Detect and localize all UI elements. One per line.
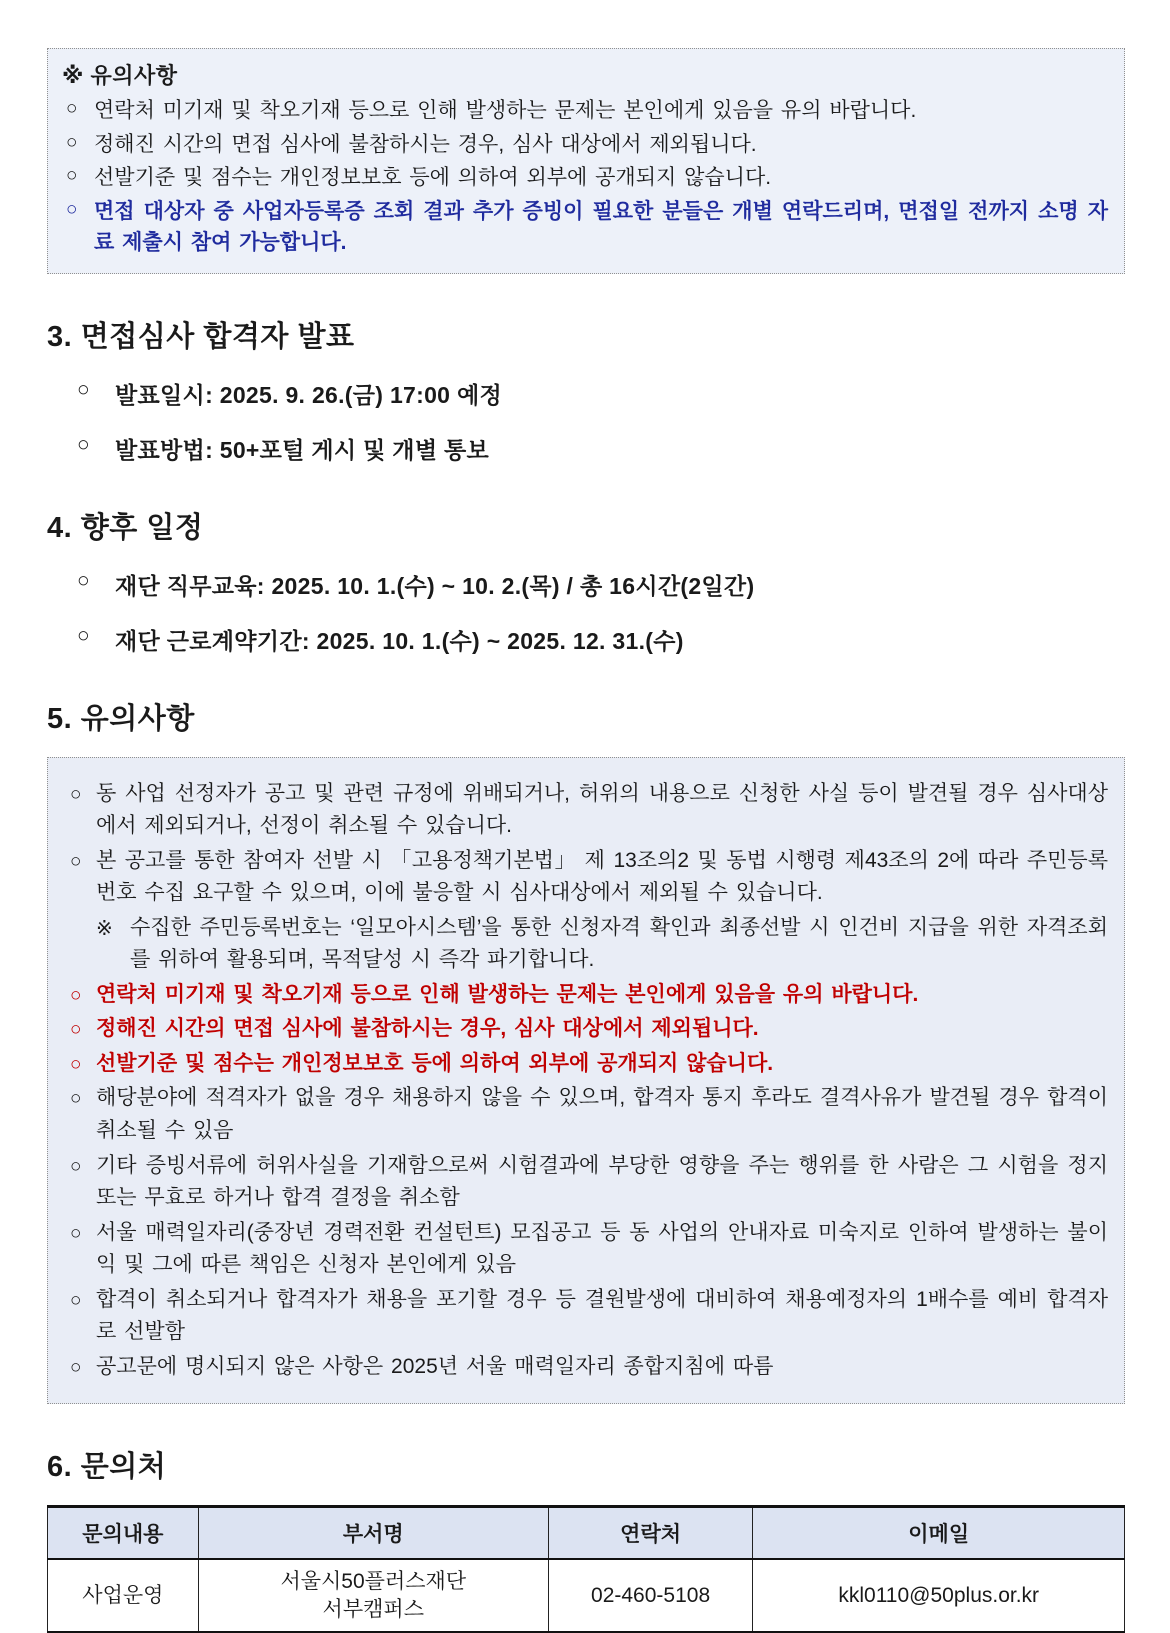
contract-period-text: 재단 근로계약기간: 2025. 10. 1.(수) ~ 2025. 12. 31.(수) [115,627,684,654]
circle-bullet-icon: ○ [70,1222,82,1244]
circle-bullet-icon: ○ [70,1019,82,1041]
training-schedule-item [77,568,1125,601]
header-phone: 연락처 [548,1507,753,1560]
caution-item-text: 본 공고를 통한 참여자 선발 시 「고용정책기본법」 제 13조의2 및 동법 시행령 제43조의 2에 따라 주민등록번호 수집 요구할 수 있으며, 이에 불응할 시 심사대상에서 제외될 수 있습니다. [96,848,1108,905]
caution-item-warning [62,1013,1108,1046]
cell-phone: 02-460-5108 [548,1559,753,1632]
cautions-box [47,757,1125,1405]
caution-subitem [96,912,1108,977]
caution-item-text: 서울 매력일자리(중장년 경력전환 컨설턴트) 모집공고 등 동 사업의 안내자료 미숙지로 인하여 발생하는 불이익 및 그에 따른 책임은 신청자 본인에게 있음 [96,1220,1108,1277]
circle-bullet-icon: ○ [66,198,78,220]
circle-bullet-icon: ○ [66,131,78,153]
header-inquiry-type: 문의내용 [48,1507,199,1560]
circle-bullet-icon: ○ [70,1088,82,1110]
caution-item-text: 합격이 취소되거나 합격자가 채용을 포기할 경우 등 결원발생에 대비하여 채용예정자의 1배수를 예비 합격자로 선발함 [96,1287,1108,1344]
section-heading-contact: 6. 문의처 [47,1451,167,1484]
notice-item-text: 선발기준 및 점수는 개인정보보호 등에 의하여 외부에 공개되지 않습니다. [94,166,772,189]
caution-item [62,1150,1108,1215]
cell-department [198,1559,548,1632]
announcement-method-text: 발표방법: 50+포털 게시 및 개별 통보 [115,436,490,463]
circle-bullet-icon: ○ [77,377,90,401]
circle-bullet-icon: ○ [66,98,78,119]
circle-bullet-icon: ○ [70,783,82,805]
caution-item-text: 동 사업 선정자가 공고 및 관련 규정에 위배되거나, 허위의 내용으로 신청한 사실 등이 발견될 경우 심사대상에서 제외되거나, 선정이 취소될 수 있습니다. [96,781,1108,838]
circle-bullet-icon: ○ [77,568,90,592]
contact-table-header-row [48,1507,1125,1560]
caution-item-text: 공고문에 명시되지 않은 사항은 2025년 서울 매력일자리 종합지침에 따름 [96,1354,774,1378]
section-heading-cautions: 5. 유의사항 [47,702,195,735]
caution-item-text: 선발기준 및 점수는 개인정보보호 등에 의하여 외부에 공개되지 않습니다. [96,1051,774,1075]
notice-item-text: 면접 대상자 중 사업자등록증 조회 결과 추가 증빙이 필요한 분들은 개별 연락드리며, 면접일 전까지 소명 자료 제출시 참여 가능합니다. [94,199,1108,254]
circle-bullet-icon: ○ [70,1155,82,1177]
notice-box-title: ※ 유의사항 [62,63,178,88]
cell-email: kkl0110@50plus.or.kr [753,1559,1125,1632]
header-department: 부서명 [198,1507,548,1560]
caution-item [62,845,1108,910]
notice-item [62,95,1108,127]
circle-bullet-icon: ○ [77,623,90,647]
announcement-date-text: 발표일시: 2025. 9. 26.(금) 17:00 예정 [115,381,502,408]
caution-item [62,1217,1108,1282]
contract-period-item [77,623,1125,656]
circle-bullet-icon: ○ [70,984,82,1006]
caution-item [62,1284,1108,1349]
section-heading-schedule: 4. 향후 일정 [47,511,204,544]
caution-item-text: 해당분야에 적격자가 없을 경우 채용하지 않을 수 있으며, 합격자 통지 후라도 결격사유가 발견될 경우 합격이 취소될 수 있음 [96,1086,1108,1142]
cell-inquiry-type: 사업운영 [48,1559,199,1632]
circle-bullet-icon: ○ [66,165,78,186]
announcement-date-item [77,377,1125,410]
header-email: 이메일 [753,1507,1125,1560]
reference-mark-icon: ※ [96,917,113,940]
caution-item [62,778,1108,843]
notice-item [62,162,1108,194]
circle-bullet-icon: ○ [70,1356,82,1378]
notice-item-text: 정해진 시간의 면접 심사에 불참하시는 경우, 심사 대상에서 제외됩니다. [94,132,757,156]
notice-item-highlighted [62,196,1108,259]
caution-item-text: 연락처 미기재 및 착오기재 등으로 인해 발생하는 문제는 본인에게 있음을 유의 바랍니다. [96,982,919,1006]
announcement-method-item [77,432,1125,465]
caution-item-warning [62,1048,1108,1081]
training-schedule-text: 재단 직무교육: 2025. 10. 1.(수) ~ 10. 2.(목) / 총 16시간(2일간) [115,572,755,599]
department-line2: 서부캠퍼스 [322,1597,424,1621]
notice-item-text: 연락처 미기재 및 착오기재 등으로 인해 발생하는 문제는 본인에게 있음을 유의 바랍니다. [94,99,917,122]
circle-bullet-icon: ○ [70,850,82,872]
contact-table [47,1505,1125,1633]
department-line1: 서울시50플러스재단 [280,1570,467,1594]
caution-item-text: 기타 증빙서류에 허위사실을 기재함으로써 시험결과에 부당한 영향을 주는 행위를 한 사람은 그 시험을 정지 또는 무효로 하거나 합격 결정을 취소함 [96,1153,1108,1210]
caution-subitem-text: 수집한 주민등록번호는 ‘일모아시스템’을 통한 신청자격 확인과 최종선발 시 인건비 지급을 위한 자격조회를 위하여 활용되며, 목적달성 시 즉각 파기합니다. [130,915,1108,972]
caution-item [62,1082,1108,1147]
section-heading-announcement: 3. 면접심사 합격자 발표 [47,320,355,353]
circle-bullet-icon: ○ [77,432,90,456]
caution-item-text: 정해진 시간의 면접 심사에 불참하시는 경우, 심사 대상에서 제외됩니다. [96,1017,759,1041]
caution-item-warning [62,979,1108,1012]
contact-table-row [48,1559,1125,1632]
caution-item [62,1351,1108,1384]
notice-item [62,129,1108,161]
notice-box [47,48,1125,274]
circle-bullet-icon: ○ [70,1053,82,1075]
circle-bullet-icon: ○ [70,1289,82,1311]
